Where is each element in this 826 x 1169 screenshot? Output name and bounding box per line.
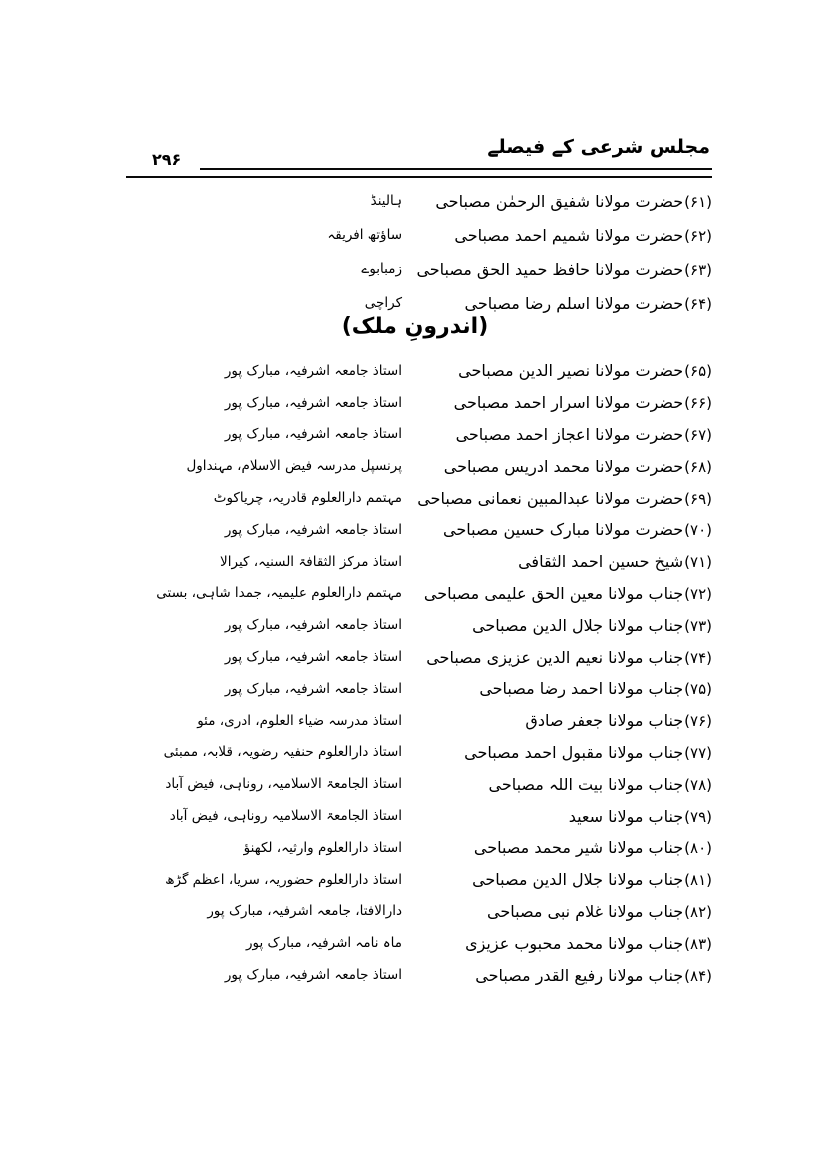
entry-location: استاذ الجامعۃ الاسلامیہ روناہی، فیض آباد xyxy=(169,808,402,825)
entry-location: ماہ نامہ اشرفیہ، مبارک پور xyxy=(245,935,402,952)
entry-number: (۷۰) xyxy=(684,521,712,540)
list-item xyxy=(118,737,712,769)
entry-location: استاذ جامعہ اشرفیہ، مبارک پور xyxy=(224,521,402,538)
entry-name-cell xyxy=(408,425,712,444)
entry-name: جناب مولانا شیر محمد مصباحی xyxy=(473,838,684,858)
entry-number: (۸۴) xyxy=(684,966,712,985)
header-rule-top xyxy=(200,168,712,170)
entry-name-cell xyxy=(408,711,712,730)
entry-name: جناب مولانا غلام نبی مصباحی xyxy=(487,901,684,921)
entry-location: استاذ جامعہ اشرفیہ، مبارک پور xyxy=(224,426,402,443)
entry-location: استاذ جامعہ اشرفیہ، مبارک پور xyxy=(224,967,402,984)
entry-name-cell xyxy=(408,870,712,889)
list-item xyxy=(118,450,712,482)
entry-location: استاذ مدرسہ ضیاء العلوم، ادری، مئو xyxy=(197,712,402,729)
entry-name-cell xyxy=(408,679,712,698)
entry-name-cell xyxy=(408,393,712,412)
entry-location: استاذ جامعہ اشرفیہ، مبارک پور xyxy=(224,362,402,379)
list-item xyxy=(118,355,712,387)
entry-name-cell xyxy=(408,743,712,762)
entry-name: حضرت مولانا نصیر الدین مصباحی xyxy=(458,361,684,381)
entry-name-cell xyxy=(408,361,712,380)
entry-name-cell xyxy=(408,775,712,794)
page-number: ۲۹۶ xyxy=(152,150,182,169)
entry-location: استاذ دارالعلوم وارثیہ، لکھنؤ xyxy=(243,839,402,856)
list-item xyxy=(118,641,712,673)
entry-number: (۷۳) xyxy=(684,616,712,635)
entry-number: (۶۱) xyxy=(684,192,712,211)
section-heading-domestic: (اندرونِ ملک) xyxy=(341,314,489,339)
entry-number: (۶۶) xyxy=(684,394,712,413)
entry-name: جناب مولانا نعیم الدین عزیزی مصباحی xyxy=(426,647,684,667)
entry-name-cell xyxy=(408,966,712,985)
list-item xyxy=(118,927,712,959)
entry-name: جناب مولانا جعفر صادق xyxy=(525,711,684,731)
entry-name: جناب مولانا مقبول احمد مصباحی xyxy=(464,742,684,762)
entry-name-cell xyxy=(408,294,712,313)
entry-name: حضرت مولانا اسرار احمد مصباحی xyxy=(453,393,684,413)
entry-location: استاذ جامعہ اشرفیہ، مبارک پور xyxy=(224,649,402,666)
list-item xyxy=(118,673,712,705)
entry-location: استاذ جامعہ اشرفیہ، مبارک پور xyxy=(224,617,402,634)
entry-name-cell xyxy=(408,192,712,211)
entry-location: استاذ الجامعۃ الاسلامیہ، روناہی، فیض آباد xyxy=(165,776,402,793)
list-item xyxy=(118,419,712,451)
overseas-entries-list xyxy=(118,184,712,320)
list-item xyxy=(118,218,712,252)
list-item xyxy=(118,252,712,286)
entry-name-cell xyxy=(408,457,712,476)
entry-number: (۶۲) xyxy=(684,226,712,245)
entry-name: جناب مولانا محمد محبوب عزیزی xyxy=(465,933,684,953)
entry-name: جناب مولانا سعید xyxy=(568,806,684,826)
entry-location: زمبابوے xyxy=(361,261,402,277)
running-header-title: مجلس شرعی کے فیصلے xyxy=(487,136,710,158)
entry-name: حضرت مولانا مبارک حسین مصباحی xyxy=(443,520,684,540)
entry-name-cell xyxy=(408,838,712,857)
entry-name: جناب مولانا جلال الدین مصباحی xyxy=(472,870,684,890)
list-item xyxy=(118,184,712,218)
entry-name: حضرت مولانا شمیم احمد مصباحی xyxy=(454,225,684,245)
entry-number: (۷۱) xyxy=(684,553,712,572)
entry-name: شیخ حسین احمد الثقافی xyxy=(518,552,684,572)
list-item xyxy=(118,832,712,864)
entry-number: (۸۰) xyxy=(684,839,712,858)
entry-number: (۷۲) xyxy=(684,584,712,603)
entry-location: پرنسپل مدرسہ فیض الاسلام، مہنداول xyxy=(186,458,402,475)
entry-location: مہتمم دارالعلوم علیمیہ، جمدا شاہی، بستی xyxy=(156,585,402,602)
entry-number: (۷۵) xyxy=(684,680,712,699)
entry-name: حضرت مولانا شفیق الرحمٰن مصباحی xyxy=(435,191,684,211)
list-item xyxy=(118,705,712,737)
list-item xyxy=(118,864,712,896)
list-item xyxy=(118,959,712,991)
entry-number: (۷۴) xyxy=(684,648,712,667)
entry-name: حضرت مولانا حافظ حمید الحق مصباحی xyxy=(416,259,684,279)
entry-name-cell xyxy=(408,489,712,508)
entry-location: استاذ دارالعلوم حضوریہ، سریا، اعظم گڑھ xyxy=(165,871,402,888)
entry-number: (۷۹) xyxy=(684,807,712,826)
entry-number: (۶۷) xyxy=(684,425,712,444)
entry-number: (۸۲) xyxy=(684,902,712,921)
entry-name-cell xyxy=(408,584,712,603)
entry-number: (۷۸) xyxy=(684,775,712,794)
entry-name-cell xyxy=(408,260,712,279)
entry-name: حضرت مولانا اعجاز احمد مصباحی xyxy=(455,424,684,444)
entry-name-cell xyxy=(408,616,712,635)
entry-number: (۶۸) xyxy=(684,457,712,476)
domestic-entries-list xyxy=(118,355,712,991)
entry-location: ساؤتھ افریقہ xyxy=(327,227,402,243)
entry-name-cell xyxy=(408,648,712,667)
entry-location: مہتمم دارالعلوم قادریہ، چریاکوٹ xyxy=(213,490,402,507)
entry-name: حضرت مولانا اسلم رضا مصباحی xyxy=(464,293,684,313)
list-item xyxy=(118,482,712,514)
entry-number: (۷۶) xyxy=(684,712,712,731)
list-item xyxy=(118,609,712,641)
entry-name: جناب مولانا رفیع القدر مصباحی xyxy=(475,965,684,985)
entry-name-cell xyxy=(408,552,712,571)
entry-location: دارالافتا، جامعہ اشرفیہ، مبارک پور xyxy=(207,903,402,920)
entry-name-cell xyxy=(408,226,712,245)
entry-number: (۶۴) xyxy=(684,294,712,313)
entry-number: (۶۳) xyxy=(684,260,712,279)
entry-location: ہالینڈ xyxy=(370,193,402,209)
entry-name: جناب مولانا بیت اللہ مصباحی xyxy=(488,774,684,794)
entry-name: جناب مولانا احمد رضا مصباحی xyxy=(479,679,684,699)
entry-location: استاذ دارالعلوم حنفیہ رضویہ، قلابہ، ممبئی xyxy=(163,744,402,761)
list-item xyxy=(118,768,712,800)
entry-location: استاذ جامعہ اشرفیہ، مبارک پور xyxy=(224,680,402,697)
entry-name: جناب مولانا معین الحق علیمی مصباحی xyxy=(423,583,684,603)
list-item xyxy=(118,387,712,419)
entry-number: (۷۷) xyxy=(684,743,712,762)
entry-location: استاذ مرکز الثقافۃ السنیہ، کیرالا xyxy=(220,553,402,570)
entry-name-cell xyxy=(408,807,712,826)
list-item xyxy=(118,800,712,832)
entry-number: (۸۳) xyxy=(684,934,712,953)
entry-number: (۶۵) xyxy=(684,362,712,381)
entry-name: حضرت مولانا محمد ادریس مصباحی xyxy=(443,456,684,476)
list-item xyxy=(118,896,712,928)
entry-name: حضرت مولانا عبدالمبین نعمانی مصباحی xyxy=(417,488,684,508)
list-item xyxy=(118,578,712,610)
entry-number: (۸۱) xyxy=(684,871,712,890)
entry-location: استاذ جامعہ اشرفیہ، مبارک پور xyxy=(224,394,402,411)
entry-location: کراچی xyxy=(364,295,402,311)
entry-name: جناب مولانا جلال الدین مصباحی xyxy=(472,615,684,635)
entry-name-cell xyxy=(408,934,712,953)
entry-number: (۶۹) xyxy=(684,489,712,508)
entry-name-cell xyxy=(408,902,712,921)
list-item xyxy=(118,514,712,546)
list-item xyxy=(118,546,712,578)
entry-name-cell xyxy=(408,520,712,539)
header-rule-bottom xyxy=(126,176,712,178)
